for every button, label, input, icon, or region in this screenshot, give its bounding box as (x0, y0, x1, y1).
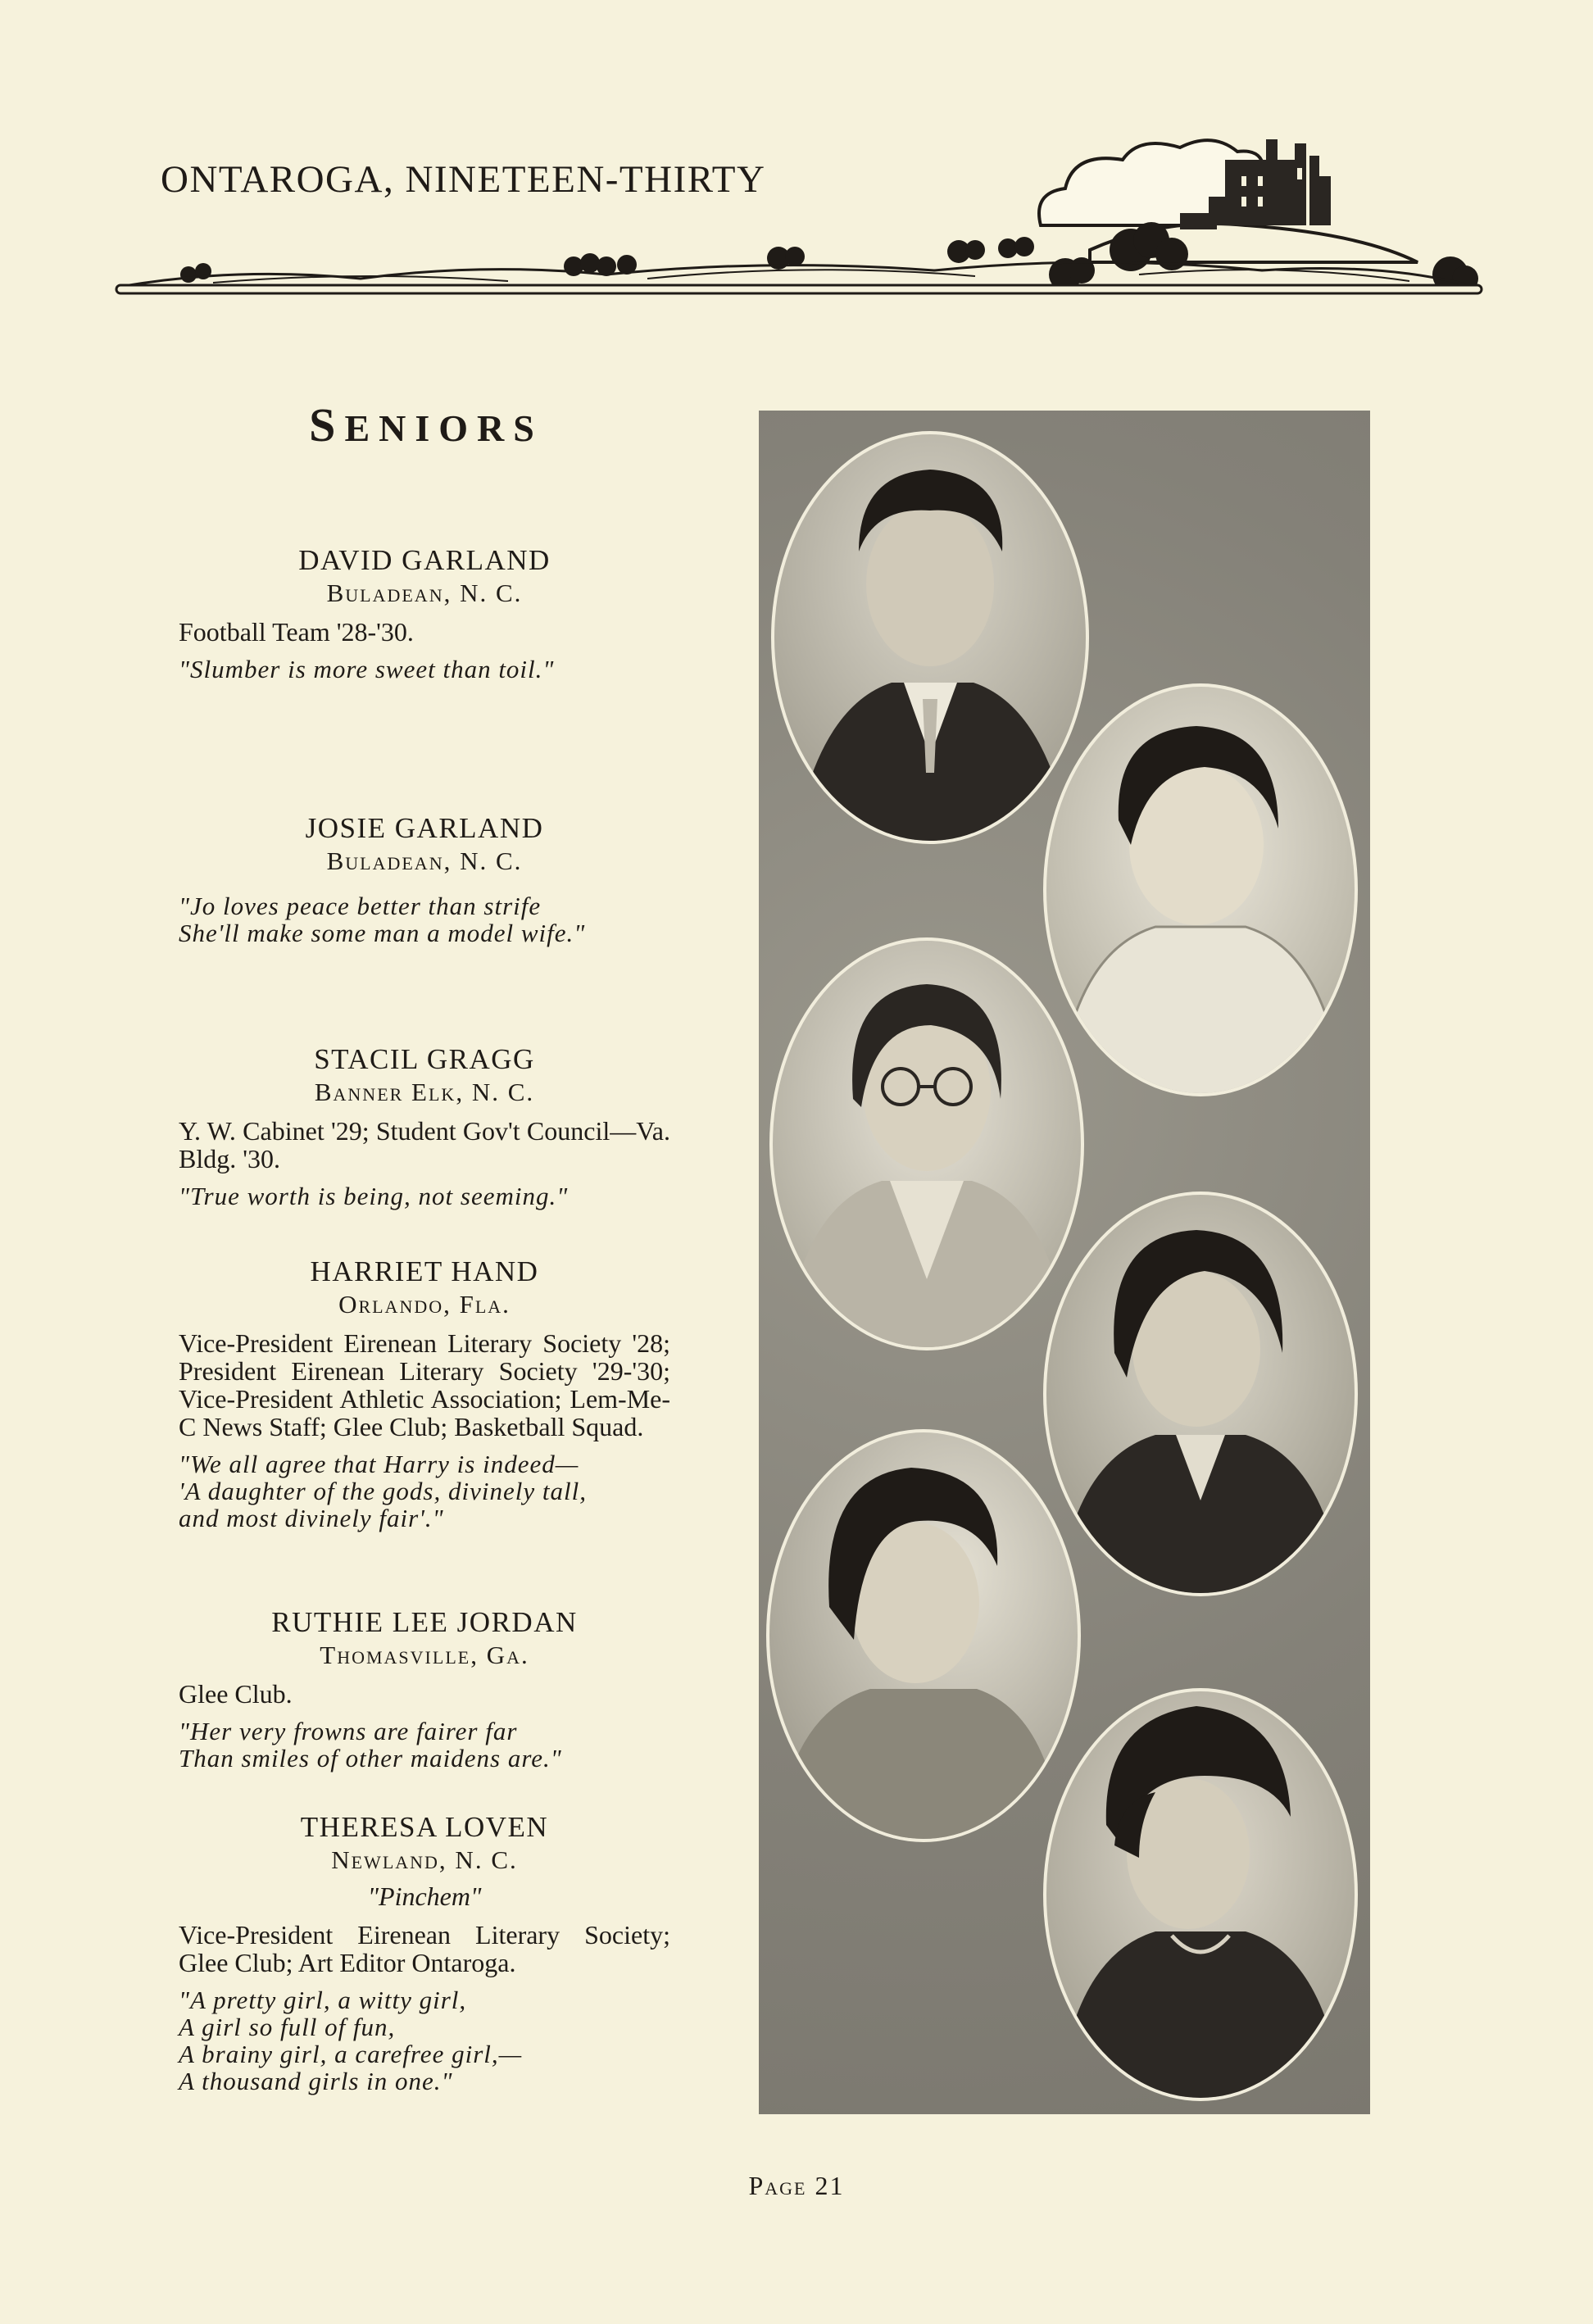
senior-activities: Glee Club. (179, 1679, 293, 1709)
senior-quote: "A pretty girl, a witty girl, A girl so full of fun, A brainy girl, a carefree girl,— A thousand girls in one." (179, 1986, 523, 2095)
senior-entry (179, 1811, 670, 2095)
senior-name: HARRIET HAND (310, 1255, 539, 1287)
senior-activities: Vice-President Eirenean Literary Society; Glee Club; Art Editor Ontaroga. (179, 1920, 670, 1977)
senior-name: DAVID GARLAND (298, 544, 551, 576)
senior-entry (179, 1043, 670, 1210)
senior-name: RUTHIE LEE JORDAN (271, 1606, 578, 1638)
senior-activities: Vice-President Eirenean Literary Society '28; President Eirenean Literary Society '29-'30; Vice-President Athletic Association; Lem-Me-C News Staff; Glee Club; Basketball Squad. (179, 1328, 670, 1441)
senior-nickname: "Pinchem" (367, 1881, 482, 1911)
senior-hometown: Orlando, Fla. (338, 1290, 511, 1319)
senior-activities: Y. W. Cabinet '29; Student Gov't Council—Va. Bldg. '30. (179, 1116, 670, 1173)
senior-quote: "Her very frowns are fairer far Than smiles of other maidens are." (179, 1717, 562, 1773)
senior-hometown: Buladean, N. C. (326, 579, 523, 607)
senior-entry (179, 1606, 670, 1772)
portrait-panel (759, 411, 1370, 2114)
portrait-theresa-loven (1041, 1686, 1360, 2104)
senior-quote: "Slumber is more sweet than toil." (179, 655, 555, 683)
section-title: SENIORS (309, 398, 543, 452)
castle-landscape-illustration (115, 119, 1483, 307)
portrait-josie-garland (1041, 681, 1360, 1099)
senior-name: STACIL GRAGG (314, 1043, 535, 1075)
senior-entry (179, 1255, 670, 1532)
senior-quote: "Jo loves peace better than strife She'll make some man a model wife." (179, 892, 586, 947)
page-number: Page 21 (748, 2171, 845, 2200)
senior-hometown: Banner Elk, N. C. (314, 1078, 535, 1106)
portrait-ruthie-lee-jordan (764, 1427, 1083, 1845)
senior-quote: "We all agree that Harry is indeed— 'A daughter of the gods, divinely tall, and most divinely fair'." (179, 1450, 587, 1532)
senior-entry (179, 544, 670, 683)
senior-quote: "True worth is being, not seeming." (179, 1182, 569, 1210)
header-title: ONTAROGA, NINETEEN-THIRTY (161, 158, 766, 201)
senior-hometown: Thomasville, Ga. (320, 1641, 529, 1669)
senior-name: JOSIE GARLAND (305, 812, 544, 844)
portrait-stacil-gragg (767, 935, 1087, 1353)
senior-entry (179, 812, 670, 946)
senior-activities: Football Team '28-'30. (179, 617, 414, 647)
senior-name: THERESA LOVEN (300, 1811, 549, 1843)
senior-hometown: Buladean, N. C. (326, 847, 523, 875)
senior-hometown: Newland, N. C. (331, 1845, 518, 1874)
portrait-harriet-hand (1041, 1189, 1360, 1599)
